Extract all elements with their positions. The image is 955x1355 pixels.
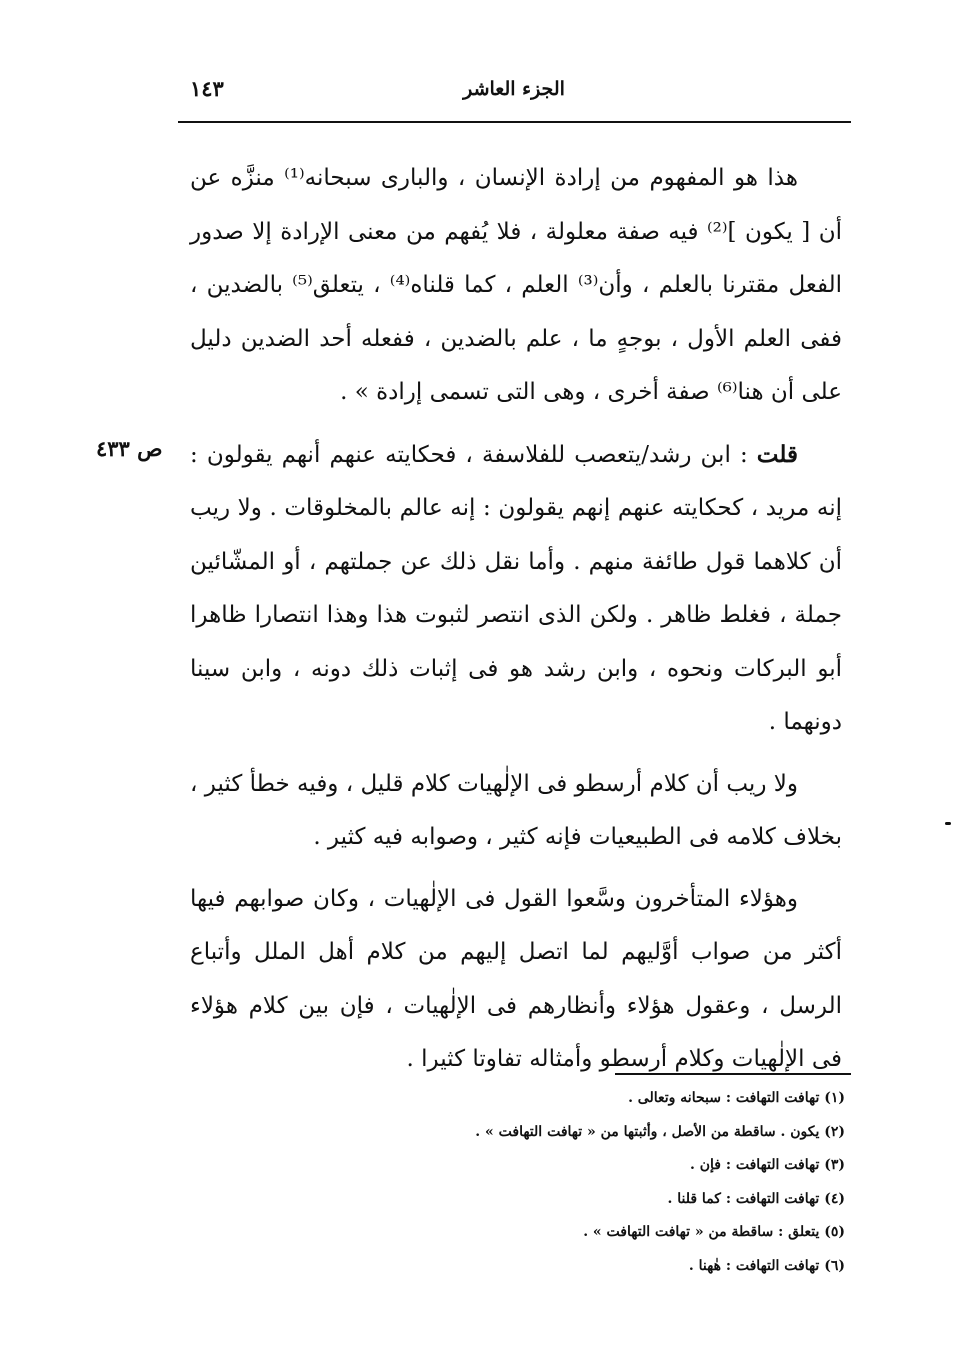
footnote-5: (٥) يتعلق : ساقطة من « تهافت التهافت » .: [583, 1224, 845, 1240]
main-text: [190, 152, 842, 1087]
paragraph-3: ولا ريب أن كلام أرسطو فى الإلٰهيات كلام قليل ، وفيه خطأ كثير ، بخلاف كلامه فى الطبيعيات فإنه كثير ، وصوابه فيه كثير .: [190, 770, 842, 850]
footnote-rule: [615, 1073, 851, 1075]
paragraph-1: هذا هو المفهوم من إرادة الإنسان ، والبارى سبحانه⁽¹⁾ منزَّه عن أن [ يكون ]⁽²⁾ فيه صفة معلولة ، فلا يُفهم من معنى الإرادة إلا صدور الفعل مقترنا بالعلم ، وأن⁽³⁾ العلم ، كما قلناه⁽⁴⁾ ، يتعلق⁽⁵⁾ بالضدين ، ففى العلم الأول ، بوجهٍ ما ، علم بالضدين ، ففعله أحد الضدين دليل على أن هنا⁽⁶⁾ صفة أخرى ، وهى التى تسمى إرادة » .: [190, 165, 842, 405]
paragraph-lead-word: قلت: [756, 440, 798, 468]
footnote-1: (١) تهافت التهافت : سبحانه وتعالى .: [628, 1090, 845, 1106]
footnote-4: (٤) تهافت التهافت : كما قلنا .: [667, 1190, 845, 1207]
scan-edge-mark: [945, 822, 951, 825]
running-header: [178, 72, 850, 112]
footnotes: [405, 1082, 845, 1283]
header-rule: [178, 121, 851, 123]
footnote-2: (٢) يكون . ساقطة من الأصل ، وأثبتها من « تهافت التهافت » .: [475, 1123, 845, 1140]
volume-title: الجزء العاشر: [463, 78, 565, 100]
paragraph-2: [190, 428, 842, 750]
footnote-6: (٦) تهافت التهافت : هٰهنا .: [688, 1257, 845, 1274]
paragraph-4: وهؤلاء المتأخرون وسَّعوا القول فى الإلٰهيات ، وكان صوابهم فيها أكثر من صواب أوَّليهم لما اتصل إليهم من كلام أهل الملل وأتباع الرسل ، وعقول هؤلاء وأنظارهم فى الإلٰهيات ، فإن بين كلام هؤلاء فى الإلٰهيات وكلام أرسطو وأمثاله تفاوتا كثيرا .: [190, 885, 842, 1072]
footnote-3: (٣) تهافت التهافت : فإن .: [689, 1157, 845, 1173]
paragraph-2-text: : ابن رشد/يتعصب للفلاسفة ، فحكايته عنهم أنهم يقولون : إنه مريد ، كحكايته عنهم إنهم يقولون : إنه عالم بالمخلوقات . ولا ريب أن كلاهما قول طائفة منهم . وأما نقل ذلك عن جملتهم ، أو المشّائين جملة ، فغلط ظاهر . ولكن الذى انتصر لثبوت هذا وهذا انتصارا ظاهرا أبو البركات ونحوه ، وابن رشد هو فى إثبات ذلك دونه ، وابن سينا دونهما .: [190, 441, 842, 735]
page-number: ١٤٣: [190, 76, 224, 101]
margin-page-reference: ص ٤٣٣: [96, 436, 163, 461]
